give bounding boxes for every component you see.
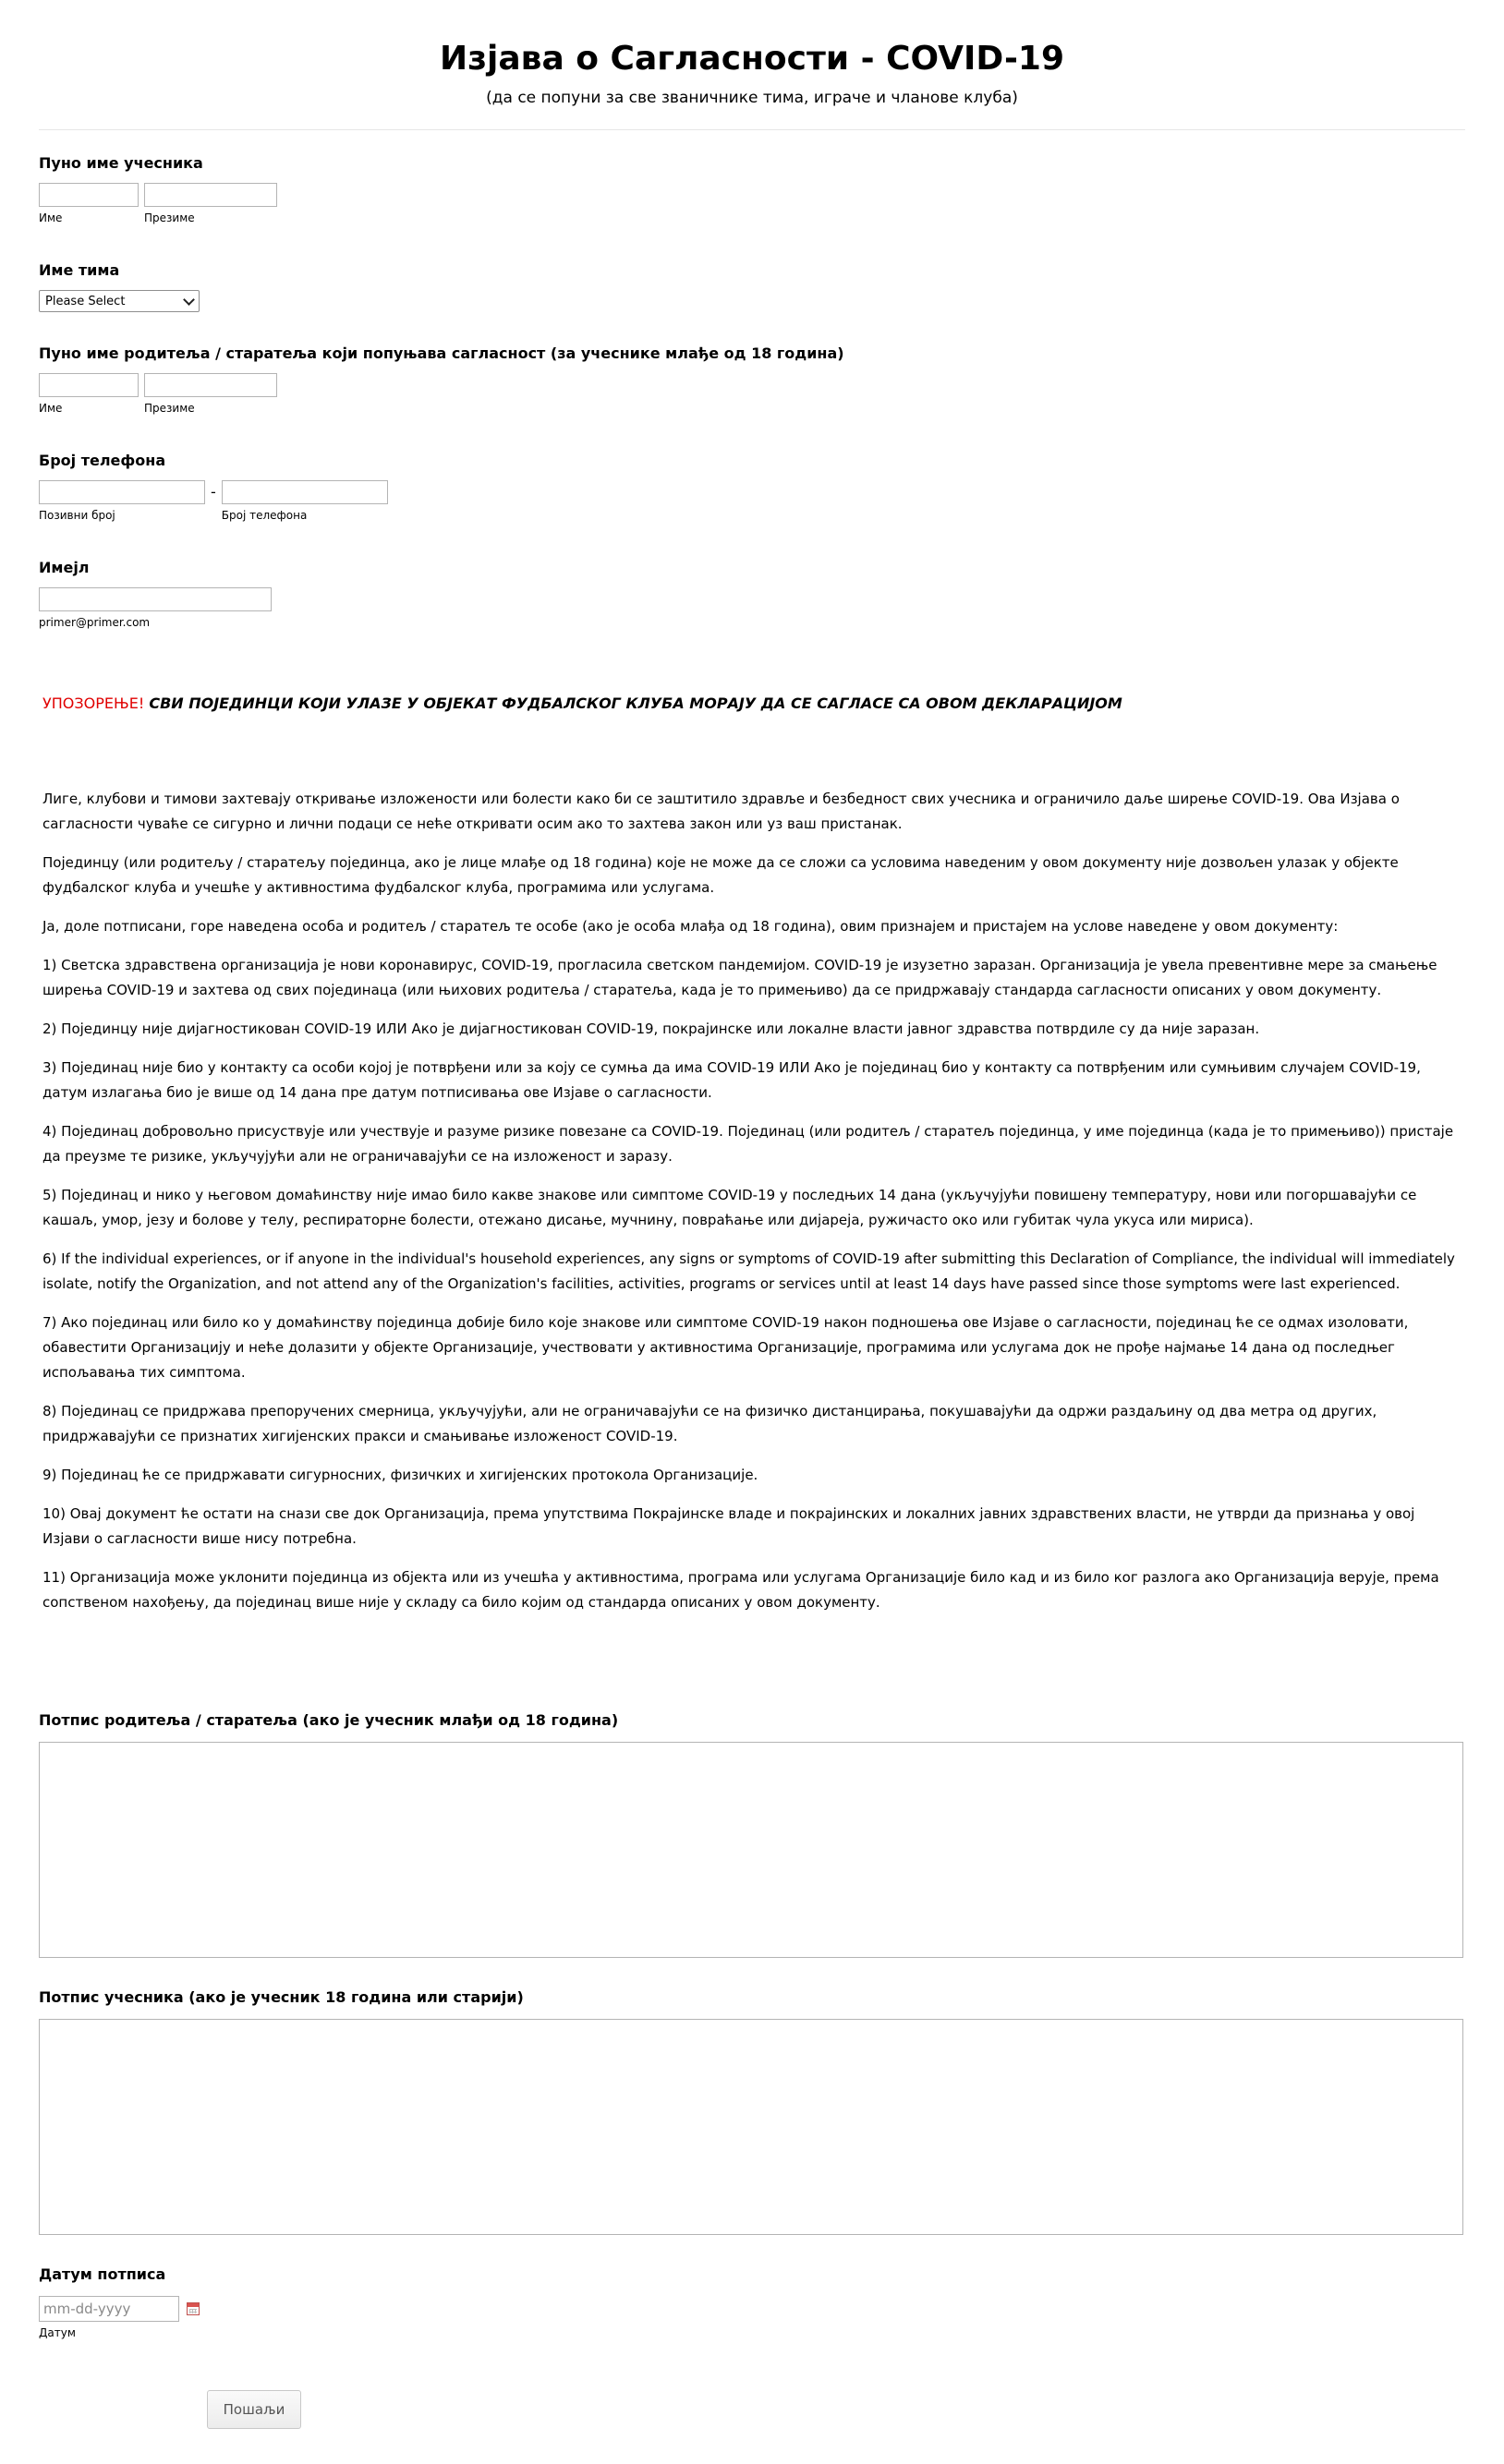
guardian-last-name-sublabel: Презиме	[144, 402, 195, 415]
phone-separator: -	[211, 483, 216, 501]
warning-text: СВИ ПОЈЕДИНЦИ КОЈИ УЛАЗЕ У ОБЈЕКАТ ФУДБАЛСКОГ КЛУБА МОРАЈУ ДА СЕ САГЛАСЕ СА ОВОМ ДЕКЛАРАЦИЈОМ	[149, 695, 1122, 712]
calendar-icon[interactable]	[187, 2302, 200, 2315]
phone-area-code-input[interactable]	[39, 480, 205, 504]
participant-last-name-sublabel: Презиме	[144, 211, 195, 224]
terms-paragraph: Појединцу (или родитељу / старатељу појединца, ако је лице млађе од 18 година) које не може да се сложи са условима наведеним у овом документу није дозвољен улазак у објекте фудбалског клуба и учешће у активностима фудбалског клуба, програмима или услугама.	[42, 854, 1399, 896]
participant-name-field	[39, 153, 283, 225]
guardian-signature-field	[39, 1710, 1463, 1958]
guardian-name-label: Пуно име родитеља / старатеља који попуњава сагласност (за учеснике млађе од 18 година)	[39, 344, 844, 362]
terms-paragraph: Лиге, клубови и тимови захтевају откривање изложености или болести како би се заштитило здравље и безбедност свих учесника и ограничило даље ширење COVID-19. Ова Изјава о сагласности чуваће се сигурно и лични подаци се неће откривати осим ако то захтева закон или уз ваш пристанак.	[42, 791, 1400, 832]
header-divider	[39, 129, 1465, 130]
participant-name-label: Пуно име учесника	[39, 154, 203, 172]
form-title: Изјава о Сагласности - COVID-19	[439, 40, 1065, 78]
terms-paragraph: 4) Појединац добровољно присуствује или учествује и разуме ризике повезане са COVID-19. Појединац (или родитељ / старатељ појединца, у име појединца (када је то примењиво)) пристаје да преузме те ризике, укључујући али не ограничавајући се на изложеност и заразу.	[42, 1123, 1454, 1165]
terms-paragraph: 1) Светска здравствена организација је нови коронавирус, COVID-19, прогласила светском пандемијом. COVID-19 је изузетно заразан. Организација је увела превентивне мере за смањење ширења COVID-19 и захтева од свих појединаца (или њихових родитеља / старатеља, када је то примењиво) да се придржавају стандарда сагласности описаних у овом документу.	[42, 957, 1437, 998]
phone-area-code-sublabel: Позивни број	[39, 509, 115, 522]
terms-paragraph: 6) If the individual experiences, or if anyone in the individual's household experiences, any signs or symptoms of COVID-19 after submitting this Declaration of Compliance, the individual will immediately isolate, notify the Organization, and not attend any of the Organization's facilities, activities, programs or services until at least 14 days have passed since those symptoms were last experienced.	[42, 1250, 1455, 1292]
date-placeholder: mm-dd-yyyy	[43, 2301, 131, 2317]
guardian-name-field	[39, 344, 844, 416]
terms-paragraph: 2) Појединцу није дијагностикован COVID-19 ИЛИ Ако је дијагностикован COVID-19, покрајинске или локалне власти јавног здравства потврдиле су да није заразан.	[42, 1021, 1260, 1037]
guardian-first-name-input[interactable]	[39, 373, 139, 397]
form-subtitle: (да се попуни за све званичнике тима, играче и чланове клуба)	[486, 89, 1018, 107]
chevron-down-icon	[183, 294, 195, 306]
terms-paragraph: 8) Појединац се придржава препоручених смерница, укључујући, али не ограничавајући се на физичко дистанцирања, покушавајући да одржи раздаљину од два метра од других, придржавајући се признатих хигијенских пракси и смањивање изложеност COVID-19.	[42, 1403, 1377, 1444]
terms-paragraph: 9) Појединац ће се придржавати сигурносних, физичких и хигијенских протокола Организације.	[42, 1467, 758, 1483]
phone-field	[39, 451, 394, 523]
participant-first-name-input[interactable]	[39, 183, 139, 207]
date-sublabel: Датум	[39, 2326, 76, 2339]
email-sublabel: primer@primer.com	[39, 616, 151, 629]
guardian-signature-pad[interactable]	[39, 1742, 1463, 1958]
phone-label: Број телефона	[39, 452, 166, 469]
terms-paragraph: 7) Ако појединац или било ко у домаћинству појединца добије било које знакове или симптоме COVID-19 након подношења ове Изјаве о сагласности, појединац ће се одмах изоловати, обавестити Организацију и неће долазити у објекте Организације, учествовати у активностима Организације, програмима или услугама док не прође најмање 14 дана од последњег испољавања тих симптома.	[42, 1314, 1409, 1381]
participant-last-name-input[interactable]	[144, 183, 277, 207]
team-select-value: Please Select	[45, 294, 126, 308]
terms-paragraph: 5) Појединац и нико у његовом домаћинству није имао било какве знакове или симптоме COVID-19 у последњих 14 дана (укључујући повишену температуру, нови или погоршавајући се кашаљ, умор, језу и болове у телу, респираторне болести, отежано дисање, мучнину, повраћање или дијареја, ружичасто око или губитак чула укуса или мириса).	[42, 1187, 1417, 1228]
team-field	[39, 260, 200, 312]
email-input[interactable]	[39, 587, 272, 611]
participant-signature-field	[39, 1987, 1463, 2235]
team-label: Име тима	[39, 261, 120, 279]
date-input[interactable]	[39, 2296, 179, 2322]
participant-signature-label: Потпис учесника (ако је учесник 18 година или старији)	[39, 1988, 524, 2006]
warning-notice	[42, 693, 1122, 715]
date-field	[39, 2265, 200, 2340]
warning-label: УПОЗОРЕЊЕ!	[42, 695, 145, 712]
phone-number-input[interactable]	[222, 480, 388, 504]
team-select[interactable]	[39, 290, 200, 312]
terms-paragraph: 11) Организација може уклонити појединца из објекта или из учешћа у активностима, програма или услугама Организације било кад и из било ког разлога ако Организација верује, према сопственом нахођењу, да појединац више није у складу са било којим од стандарда описаних у овом документу.	[42, 1569, 1439, 1611]
terms-paragraph: 3) Појединац није био у контакту са особи којој је потврђени или за коју се сумња да има COVID-19 ИЛИ Ако је појединац био у контакту са потврђеним или сумњивим случајем COVID-19, датум излагања био је више од 14 дана пре датум потписивања ове Изјаве о сагласности.	[42, 1059, 1421, 1101]
terms-text	[42, 787, 1465, 1629]
email-field	[39, 558, 277, 630]
phone-number-sublabel: Број телефона	[221, 509, 308, 522]
email-label: Имејл	[39, 559, 90, 576]
date-label: Датум потписа	[39, 2265, 166, 2283]
guardian-last-name-input[interactable]	[144, 373, 277, 397]
participant-first-name-sublabel: Име	[39, 211, 63, 224]
terms-paragraph: Ја, доле потписани, горе наведена особа и родитељ / старатељ те особе (ако је особа млађа од 18 година), овим признајем и пристајем на услове наведене у овом документу:	[42, 918, 1339, 935]
guardian-first-name-sublabel: Име	[39, 402, 63, 415]
form-header	[39, 35, 1465, 109]
participant-signature-pad[interactable]	[39, 2019, 1463, 2235]
guardian-signature-label: Потпис родитеља / старатеља (ако је учесник млађи од 18 година)	[39, 1711, 619, 1729]
submit-button[interactable]: Пошаљи	[207, 2390, 301, 2429]
terms-paragraph: 10) Овај документ ће остати на снази све док Организација, према упутствима Покрајинске владе и покрајинских и локалних јавних здравствених власти, не утврди да признања у овој Изјави о сагласности више нису потребна.	[42, 1505, 1415, 1547]
